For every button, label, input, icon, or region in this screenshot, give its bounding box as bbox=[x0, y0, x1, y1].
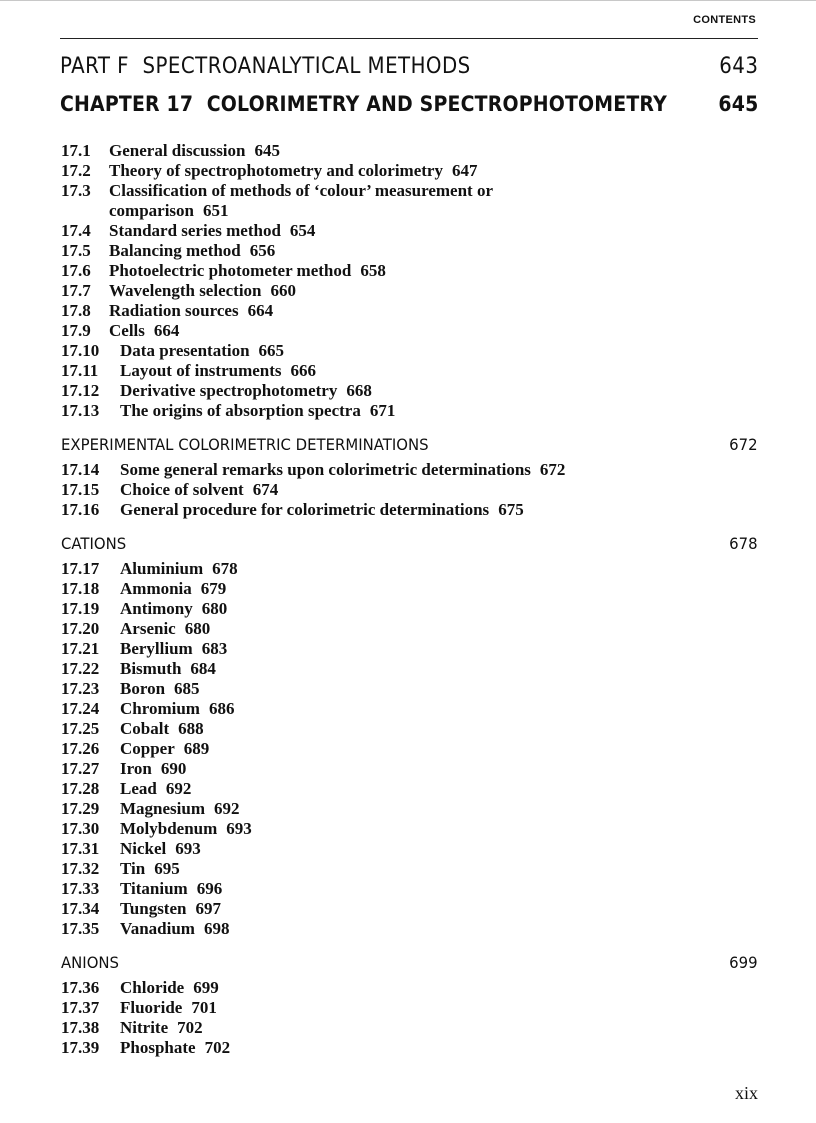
entry-title: The origins of absorption spectra bbox=[120, 401, 361, 420]
entry-title: Ammonia bbox=[120, 579, 192, 598]
toc-entry bbox=[61, 281, 493, 301]
entry-title: Beryllium bbox=[120, 639, 193, 658]
entry-page: 701 bbox=[191, 998, 217, 1017]
toc-entry bbox=[61, 559, 252, 579]
entry-page: 666 bbox=[290, 361, 317, 380]
entry-number: 17.31 bbox=[61, 839, 100, 858]
entry-title: Radiation sources bbox=[109, 301, 239, 320]
entry-number: 17.4 bbox=[61, 221, 91, 240]
entry-number: 17.2 bbox=[61, 161, 91, 180]
cations-entries bbox=[61, 559, 252, 939]
toc-entry bbox=[61, 639, 252, 659]
entry-title: Lead bbox=[120, 779, 157, 798]
entry-title: Tin bbox=[120, 859, 146, 878]
entry-title: General procedure for colorimetric determinations bbox=[120, 500, 490, 519]
entry-page: 696 bbox=[196, 879, 223, 898]
section-page: 678 bbox=[729, 534, 758, 553]
toc-entry bbox=[61, 859, 252, 879]
entry-title: Classification of methods of ‘colour’ measurement or bbox=[109, 181, 494, 200]
toc-entry bbox=[61, 401, 493, 421]
entry-title: Aluminium bbox=[120, 559, 204, 578]
entry-page: 664 bbox=[247, 301, 274, 320]
entry-number: 17.38 bbox=[61, 1018, 100, 1037]
entry-title: General discussion bbox=[109, 141, 246, 160]
toc-entry bbox=[61, 599, 252, 619]
entry-title: Bismuth bbox=[120, 659, 182, 678]
entry-number: 17.21 bbox=[61, 639, 100, 658]
toc-entry-continuation bbox=[61, 201, 493, 221]
entry-page: 683 bbox=[201, 639, 228, 658]
entry-page: 680 bbox=[201, 599, 228, 618]
entry-number: 17.16 bbox=[61, 500, 100, 519]
part-title: PART F SPECTROANALYTICAL METHODS bbox=[60, 54, 471, 79]
entry-page: 675 bbox=[498, 500, 524, 519]
entry-page: 680 bbox=[184, 619, 211, 638]
entry-number: 17.20 bbox=[61, 619, 100, 638]
entry-page: 664 bbox=[153, 321, 180, 340]
entry-title: Balancing method bbox=[109, 241, 241, 260]
entry-number: 17.25 bbox=[61, 719, 100, 738]
entry-title: Nickel bbox=[120, 839, 167, 858]
entry-title: Cells bbox=[109, 321, 145, 340]
entry-page: 702 bbox=[177, 1018, 203, 1037]
entry-number: 17.6 bbox=[61, 261, 91, 280]
entry-title: Boron bbox=[120, 679, 166, 698]
entry-title: Arsenic bbox=[120, 619, 176, 638]
entry-title: Choice of solvent bbox=[120, 480, 244, 499]
entry-number: 17.15 bbox=[61, 480, 100, 499]
section-heading-anions bbox=[61, 953, 758, 972]
toc-entry bbox=[61, 579, 252, 599]
entry-page: 686 bbox=[208, 699, 235, 718]
toc-entry bbox=[61, 739, 252, 759]
entry-number: 17.7 bbox=[61, 281, 91, 300]
entry-number: 17.32 bbox=[61, 859, 100, 878]
toc-entry bbox=[61, 161, 493, 181]
entry-page: 645 bbox=[254, 141, 280, 160]
entry-title: Titanium bbox=[120, 879, 188, 898]
entry-title: Chloride bbox=[120, 978, 185, 997]
entry-page: 660 bbox=[270, 281, 297, 300]
part-page: 643 bbox=[719, 54, 759, 79]
experimental-entries bbox=[61, 460, 565, 520]
toc-entry bbox=[61, 500, 565, 520]
entry-page: 702 bbox=[204, 1038, 231, 1057]
entry-page: 693 bbox=[226, 819, 252, 838]
entry-title: Copper bbox=[120, 739, 175, 758]
entry-page: 647 bbox=[451, 161, 478, 180]
part-heading bbox=[60, 54, 758, 79]
entry-page: 674 bbox=[252, 480, 279, 499]
entry-page: 689 bbox=[183, 739, 210, 758]
entry-title: Phosphate bbox=[120, 1038, 196, 1057]
entry-number: 17.9 bbox=[61, 321, 91, 340]
chapter-page: 645 bbox=[718, 92, 759, 116]
toc-entry bbox=[61, 679, 252, 699]
entry-page: 656 bbox=[249, 241, 276, 260]
entry-number: 17.23 bbox=[61, 679, 100, 698]
entry-page: 698 bbox=[203, 919, 230, 938]
entry-title: Theory of spectrophotometry and colorimetry bbox=[109, 161, 443, 180]
entry-page: 671 bbox=[369, 401, 396, 420]
toc-entry bbox=[61, 480, 565, 500]
toc-entry bbox=[61, 361, 493, 381]
section-page: 672 bbox=[729, 435, 758, 454]
entry-number: 17.34 bbox=[61, 899, 100, 918]
page-folio: xix bbox=[734, 1083, 758, 1103]
section-title: CATIONS bbox=[61, 534, 127, 553]
entry-page: 658 bbox=[360, 261, 386, 280]
toc-entry bbox=[61, 719, 252, 739]
entry-number: 17.36 bbox=[61, 978, 100, 997]
entry-page: 699 bbox=[193, 978, 219, 997]
entry-number: 17.12 bbox=[61, 381, 100, 400]
entry-title: Data presentation bbox=[120, 341, 250, 360]
section-heading-experimental bbox=[61, 435, 758, 454]
entry-title: Standard series method bbox=[109, 221, 281, 240]
entry-number: 17.27 bbox=[61, 759, 100, 778]
toc-entry bbox=[61, 879, 252, 899]
entry-title: Magnesium bbox=[120, 799, 205, 818]
toc-entry bbox=[61, 659, 252, 679]
toc-entry bbox=[61, 141, 493, 161]
entry-page: 684 bbox=[190, 659, 216, 678]
entry-title: Iron bbox=[120, 759, 152, 778]
entry-number: 17.19 bbox=[61, 599, 100, 618]
entry-title-continued: comparison bbox=[109, 201, 194, 220]
entry-number: 17.10 bbox=[61, 341, 100, 360]
toc-entry bbox=[61, 779, 252, 799]
entry-number: 17.11 bbox=[61, 361, 99, 380]
entry-page: 692 bbox=[165, 779, 192, 798]
entry-number: 17.26 bbox=[61, 739, 100, 758]
entry-number: 17.33 bbox=[61, 879, 100, 898]
entry-number: 17.39 bbox=[61, 1038, 100, 1057]
toc-entry bbox=[61, 1018, 230, 1038]
entry-number: 17.30 bbox=[61, 819, 100, 838]
intro-entries bbox=[61, 141, 493, 421]
section-title: EXPERIMENTAL COLORIMETRIC DETERMINATIONS bbox=[61, 435, 429, 454]
entry-page: 697 bbox=[195, 899, 221, 918]
section-heading-cations bbox=[61, 534, 758, 553]
entry-page: 668 bbox=[346, 381, 372, 400]
toc-entry bbox=[61, 899, 252, 919]
entry-title: Tungsten bbox=[120, 899, 187, 918]
header-rule bbox=[60, 38, 758, 39]
entry-number: 17.14 bbox=[61, 460, 100, 479]
section-page: 699 bbox=[729, 953, 758, 972]
anions-entries bbox=[61, 978, 230, 1058]
entry-number: 17.3 bbox=[61, 181, 91, 200]
entry-page: 693 bbox=[175, 839, 201, 858]
entry-number: 17.37 bbox=[61, 998, 100, 1017]
entry-title: Derivative spectrophotometry bbox=[120, 381, 338, 400]
entry-title: Nitrite bbox=[120, 1018, 169, 1037]
entry-page: 692 bbox=[214, 799, 240, 818]
entry-number: 17.17 bbox=[61, 559, 100, 578]
entry-number: 17.29 bbox=[61, 799, 100, 818]
entry-number: 17.1 bbox=[61, 141, 91, 160]
toc-entry bbox=[61, 799, 252, 819]
entry-number: 17.18 bbox=[61, 579, 100, 598]
section-title: ANIONS bbox=[61, 953, 119, 972]
entry-number: 17.8 bbox=[61, 301, 91, 320]
toc-entry bbox=[61, 998, 230, 1018]
entry-page: 695 bbox=[154, 859, 180, 878]
entry-title: Some general remarks upon colorimetric determinations bbox=[120, 460, 531, 479]
toc-entry bbox=[61, 241, 493, 261]
entry-page: 654 bbox=[289, 221, 316, 240]
entry-page: 665 bbox=[258, 341, 285, 360]
toc-entry bbox=[61, 759, 252, 779]
toc-entry bbox=[61, 699, 252, 719]
toc-entry bbox=[61, 321, 493, 341]
entry-page: 672 bbox=[539, 460, 566, 479]
toc-entry bbox=[61, 819, 252, 839]
running-head: CONTENTS bbox=[693, 14, 756, 26]
toc-entry bbox=[61, 181, 493, 201]
toc-entry bbox=[61, 460, 565, 480]
toc-entry bbox=[61, 839, 252, 859]
entry-title: Fluoride bbox=[120, 998, 183, 1017]
toc-entry bbox=[61, 1038, 230, 1058]
entry-title: Photoelectric photometer method bbox=[109, 261, 352, 280]
toc-entry bbox=[61, 919, 252, 939]
entry-page: 679 bbox=[200, 579, 227, 598]
entry-number: 17.5 bbox=[61, 241, 91, 260]
entry-number: 17.35 bbox=[61, 919, 100, 938]
entry-title: Antimony bbox=[120, 599, 193, 618]
entry-title: Molybdenum bbox=[120, 819, 218, 838]
toc-entry bbox=[61, 221, 493, 241]
entry-number: 17.13 bbox=[61, 401, 100, 420]
top-edge-line bbox=[0, 0, 816, 1]
toc-entry bbox=[61, 619, 252, 639]
entry-title: Layout of instruments bbox=[120, 361, 282, 380]
entry-title: Wavelength selection bbox=[109, 281, 262, 300]
entry-page: 685 bbox=[174, 679, 200, 698]
toc-entry bbox=[61, 341, 493, 361]
chapter-heading bbox=[60, 92, 758, 116]
toc-entry bbox=[61, 978, 230, 998]
toc-entry bbox=[61, 381, 493, 401]
entry-number: 17.22 bbox=[61, 659, 100, 678]
entry-title: Vanadium bbox=[120, 919, 195, 938]
entry-title: Chromium bbox=[120, 699, 200, 718]
entry-number: 17.24 bbox=[61, 699, 100, 718]
chapter-title: CHAPTER 17 COLORIMETRY AND SPECTROPHOTOMETRY bbox=[60, 92, 668, 116]
toc-entry bbox=[61, 261, 493, 281]
entry-number: 17.28 bbox=[61, 779, 100, 798]
entry-page: 690 bbox=[160, 759, 187, 778]
entry-title: Cobalt bbox=[120, 719, 170, 738]
entry-page: 651 bbox=[203, 201, 229, 220]
toc-entry bbox=[61, 301, 493, 321]
entry-page: 678 bbox=[212, 559, 238, 578]
entry-page: 688 bbox=[178, 719, 204, 738]
